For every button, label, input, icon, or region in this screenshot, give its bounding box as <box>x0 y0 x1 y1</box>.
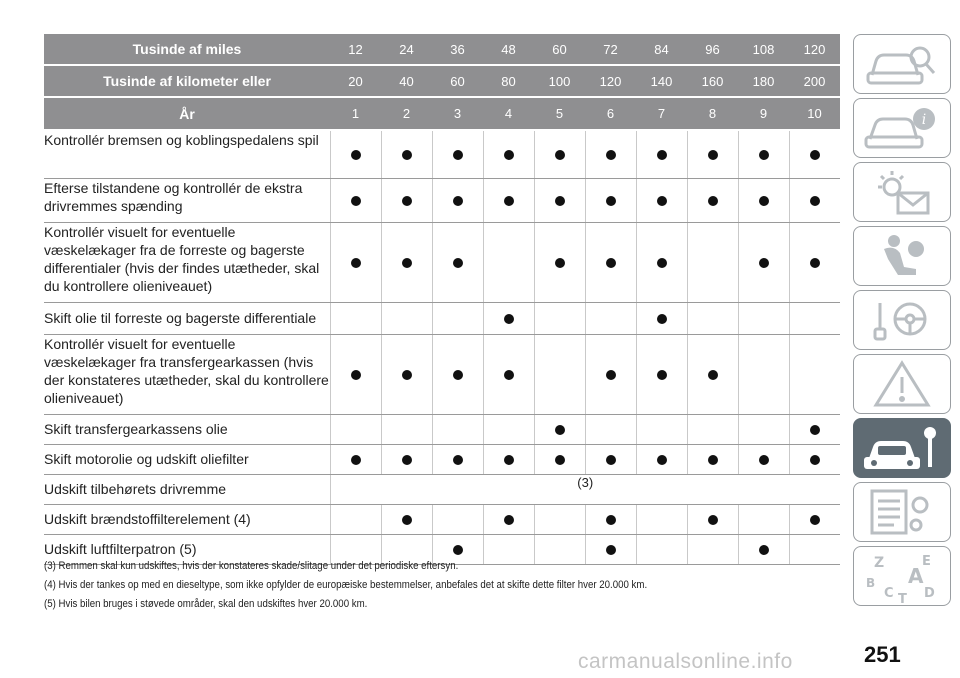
service-dot-icon <box>810 258 820 268</box>
miles-cell: 48 <box>483 34 534 65</box>
tab-car-search[interactable] <box>853 34 951 94</box>
schedule-cell <box>585 130 636 178</box>
schedule-cell <box>534 130 585 178</box>
schedule-cell <box>636 178 687 222</box>
service-dot-icon <box>708 370 718 380</box>
km-cell: 140 <box>636 65 687 97</box>
schedule-cell <box>636 302 687 334</box>
tab-car-info[interactable] <box>853 98 951 158</box>
service-dot-icon <box>504 314 514 324</box>
service-dot-icon <box>657 258 667 268</box>
schedule-cell <box>534 334 585 414</box>
service-dot-icon <box>453 196 463 206</box>
schedule-cell <box>381 444 432 474</box>
car-wrench-icon <box>854 419 950 477</box>
schedule-cell <box>687 130 738 178</box>
svg-text:i: i <box>921 112 927 128</box>
year-cell: 2 <box>381 97 432 130</box>
footnote: (4) Hvis der tankes op med en dieseltype, som ikke opfylder de europæiske bestemmelser, anbefales det at skifte dette filter hver 20.000 km. <box>44 579 648 591</box>
footnote: (5) Hvis bilen bruges i støvede områder, skal den udskiftes hver 20.000 km. <box>44 598 368 610</box>
schedule-cell <box>585 444 636 474</box>
service-dot-icon <box>657 455 667 465</box>
service-dot-icon <box>504 196 514 206</box>
schedule-cell <box>381 130 432 178</box>
service-dot-icon <box>402 515 412 525</box>
service-dot-icon <box>351 258 361 268</box>
header-row-miles <box>44 34 840 65</box>
alphabet-index-icon <box>854 547 950 605</box>
schedule-cell <box>636 414 687 444</box>
km-cell: 80 <box>483 65 534 97</box>
km-cell: 20 <box>330 65 381 97</box>
schedule-cell <box>687 414 738 444</box>
schedule-cell <box>483 302 534 334</box>
row-label: Skift olie til forreste og bagerste differentiale <box>44 302 330 334</box>
schedule-cell <box>789 504 840 534</box>
schedule-cell <box>534 504 585 534</box>
schedule-cell <box>789 334 840 414</box>
service-dot-icon <box>759 455 769 465</box>
schedule-cell <box>381 222 432 302</box>
schedule-cell <box>381 504 432 534</box>
service-dot-icon <box>402 196 412 206</box>
service-dot-icon <box>657 196 667 206</box>
svg-text:A: A <box>908 564 924 588</box>
year-cell: 4 <box>483 97 534 130</box>
tab-alphabet-index[interactable] <box>853 546 951 606</box>
service-dot-icon <box>708 515 718 525</box>
schedule-cell <box>483 504 534 534</box>
schedule-cell <box>483 444 534 474</box>
schedule-cell <box>585 414 636 444</box>
year-cell: 9 <box>738 97 789 130</box>
service-dot-icon <box>759 196 769 206</box>
schedule-cell <box>585 334 636 414</box>
seat-airbag-icon <box>854 227 950 285</box>
schedule-cell <box>687 504 738 534</box>
service-dot-icon <box>351 196 361 206</box>
table-row <box>44 222 840 302</box>
service-dot-icon <box>453 258 463 268</box>
miles-cell: 12 <box>330 34 381 65</box>
year-cell: 1 <box>330 97 381 130</box>
service-dot-icon <box>606 196 616 206</box>
service-dot-icon <box>657 370 667 380</box>
schedule-cell <box>330 504 381 534</box>
tab-warning-lights[interactable] <box>853 162 951 222</box>
schedule-cell <box>483 178 534 222</box>
table-row <box>44 130 840 178</box>
service-dot-icon <box>708 455 718 465</box>
schedule-cell <box>585 222 636 302</box>
warning-lights-mail-icon <box>854 163 950 221</box>
service-dot-icon <box>810 455 820 465</box>
header-row-km <box>44 65 840 97</box>
row-label: Kontrollér visuelt for eventuelle væskelækager fra de forreste og bagerste differentialer (hvis der findes utætheder, skal du kontrollere olieniveauet) <box>44 222 330 302</box>
miles-cell: 84 <box>636 34 687 65</box>
row-label: Udskift brændstoffilterelement (4) <box>44 504 330 534</box>
schedule-cell <box>738 302 789 334</box>
steering-wheel-key-icon <box>854 291 950 349</box>
year-cell: 3 <box>432 97 483 130</box>
service-dot-icon <box>351 455 361 465</box>
schedule-cell <box>483 414 534 444</box>
schedule-cell <box>789 130 840 178</box>
year-cell: 7 <box>636 97 687 130</box>
schedule-cell <box>381 334 432 414</box>
miles-cell: 108 <box>738 34 789 65</box>
table-row <box>44 444 840 474</box>
service-dot-icon <box>351 150 361 160</box>
schedule-cell <box>330 444 381 474</box>
km-cell: 60 <box>432 65 483 97</box>
service-dot-icon <box>402 455 412 465</box>
km-cell: 40 <box>381 65 432 97</box>
service-dot-icon <box>708 196 718 206</box>
svg-text:D: D <box>924 586 935 601</box>
service-dot-icon <box>402 258 412 268</box>
table-row <box>44 178 840 222</box>
schedule-cell <box>534 444 585 474</box>
row-label: Udskift luftfilterpatron (5) <box>44 534 330 564</box>
watermark: carmanualsonline.info <box>578 650 793 673</box>
miles-cell: 72 <box>585 34 636 65</box>
miles-cell: 24 <box>381 34 432 65</box>
service-dot-icon <box>759 545 769 555</box>
schedule-cell <box>432 504 483 534</box>
schedule-cell <box>687 302 738 334</box>
car-info-icon <box>854 99 950 157</box>
schedule-cell <box>789 302 840 334</box>
table-row <box>44 334 840 414</box>
service-dot-icon <box>708 150 718 160</box>
page-number: 251 <box>864 642 901 667</box>
table-row <box>44 504 840 534</box>
table-row <box>44 302 840 334</box>
warning-triangle-icon <box>854 355 950 413</box>
service-dot-icon <box>402 150 412 160</box>
svg-text:Z: Z <box>874 555 885 571</box>
schedule-cell <box>432 414 483 444</box>
svg-text:C: C <box>884 586 894 601</box>
schedule-cell <box>738 414 789 444</box>
footnotes <box>44 557 748 614</box>
schedule-cell <box>483 222 534 302</box>
row-label: Kontrollér bremsen og koblingspedalens spil <box>44 130 330 178</box>
schedule-cell <box>381 178 432 222</box>
service-dot-icon <box>351 370 361 380</box>
service-dot-icon <box>759 150 769 160</box>
tab-seat-airbag[interactable] <box>853 226 951 286</box>
service-dot-icon <box>402 370 412 380</box>
service-dot-icon <box>555 455 565 465</box>
service-dot-icon <box>504 370 514 380</box>
footnote: (3) Remmen skal kun udskiftes, hvis der konstateres skade/slitage under det periodiske eftersyn. <box>44 560 459 572</box>
row-label: Kontrollér visuelt for eventuelle væskelækager fra transfergearkassen (hvis der konstateres utætheder, skal du kontrollere olieniveauet) <box>44 334 330 414</box>
schedule-cell <box>330 222 381 302</box>
schedule-cell <box>789 534 840 564</box>
service-dot-icon <box>810 425 820 435</box>
schedule-cell <box>636 130 687 178</box>
footnote-reference: (3) <box>330 474 840 504</box>
service-dot-icon <box>504 150 514 160</box>
service-dot-icon <box>810 515 820 525</box>
schedule-cell <box>381 414 432 444</box>
schedule-cell <box>330 414 381 444</box>
schedule-cell <box>738 334 789 414</box>
km-cell: 200 <box>789 65 840 97</box>
schedule-cell <box>789 222 840 302</box>
car-search-icon <box>854 35 950 93</box>
schedule-cell <box>432 178 483 222</box>
years-label: År <box>44 97 330 130</box>
chapter-tabs <box>853 34 951 610</box>
row-label: Skift transfergearkassens olie <box>44 414 330 444</box>
service-dot-icon <box>657 150 667 160</box>
tab-steering-wheel[interactable] <box>853 290 951 350</box>
svg-text:B: B <box>866 576 876 590</box>
schedule-cell <box>636 504 687 534</box>
schedule-cell <box>432 334 483 414</box>
table-row <box>44 414 840 444</box>
schedule-cell <box>432 130 483 178</box>
schedule-cell <box>330 334 381 414</box>
service-dot-icon <box>606 258 616 268</box>
row-label: Udskift tilbehørets drivremme <box>44 474 330 504</box>
schedule-cell <box>636 222 687 302</box>
service-dot-icon <box>555 425 565 435</box>
schedule-cell <box>738 178 789 222</box>
schedule-cell <box>636 334 687 414</box>
service-dot-icon <box>504 455 514 465</box>
row-label: Efterse tilstandene og kontrollér de ekstra drivremmes spænding <box>44 178 330 222</box>
schedule-cell <box>687 444 738 474</box>
schedule-cell <box>636 444 687 474</box>
schedule-cell <box>738 444 789 474</box>
service-dot-icon <box>504 515 514 525</box>
tab-technical-specs[interactable] <box>853 482 951 542</box>
service-dot-icon <box>555 258 565 268</box>
schedule-cell <box>534 414 585 444</box>
service-dot-icon <box>606 455 616 465</box>
service-dot-icon <box>657 314 667 324</box>
year-cell: 6 <box>585 97 636 130</box>
year-cell: 5 <box>534 97 585 130</box>
service-dot-icon <box>759 258 769 268</box>
service-dot-icon <box>453 370 463 380</box>
schedule-cell <box>534 178 585 222</box>
schedule-cell <box>789 444 840 474</box>
service-dot-icon <box>453 150 463 160</box>
schedule-cell <box>687 178 738 222</box>
tab-warning-triangle[interactable] <box>853 354 951 414</box>
schedule-cell <box>687 334 738 414</box>
miles-label: Tusinde af miles <box>44 34 330 65</box>
schedule-cell <box>483 334 534 414</box>
year-cell: 8 <box>687 97 738 130</box>
km-cell: 100 <box>534 65 585 97</box>
km-cell: 120 <box>585 65 636 97</box>
schedule-cell <box>432 444 483 474</box>
table-body <box>44 130 840 564</box>
service-dot-icon <box>606 370 616 380</box>
schedule-cell <box>534 222 585 302</box>
schedule-cell <box>432 222 483 302</box>
spec-list-gears-icon <box>854 483 950 541</box>
service-dot-icon <box>810 150 820 160</box>
row-label: Skift motorolie og udskift oliefilter <box>44 444 330 474</box>
schedule-cell <box>534 302 585 334</box>
schedule-cell <box>330 302 381 334</box>
schedule-cell <box>738 130 789 178</box>
miles-cell: 96 <box>687 34 738 65</box>
schedule-cell <box>789 414 840 444</box>
km-cell: 160 <box>687 65 738 97</box>
schedule-cell <box>585 178 636 222</box>
svg-text:T: T <box>898 592 907 605</box>
service-dot-icon <box>606 545 616 555</box>
service-dot-icon <box>810 196 820 206</box>
maintenance-schedule-table <box>44 34 840 565</box>
year-cell: 10 <box>789 97 840 130</box>
service-dot-icon <box>555 196 565 206</box>
service-dot-icon <box>606 515 616 525</box>
service-dot-icon <box>453 455 463 465</box>
miles-cell: 60 <box>534 34 585 65</box>
svg-text:E: E <box>922 554 931 569</box>
service-dot-icon <box>555 150 565 160</box>
schedule-cell <box>738 222 789 302</box>
service-dot-icon <box>453 545 463 555</box>
header-row-years <box>44 97 840 130</box>
km-cell: 180 <box>738 65 789 97</box>
miles-cell: 120 <box>789 34 840 65</box>
schedule-cell <box>330 130 381 178</box>
schedule-cell <box>789 178 840 222</box>
table-row <box>44 474 840 504</box>
schedule-cell <box>687 222 738 302</box>
schedule-cell <box>330 178 381 222</box>
schedule-cell <box>483 130 534 178</box>
miles-cell: 36 <box>432 34 483 65</box>
schedule-cell <box>585 504 636 534</box>
km-label: Tusinde af kilometer eller <box>44 65 330 97</box>
tab-car-maintenance[interactable] <box>853 418 951 478</box>
schedule-cell <box>381 302 432 334</box>
schedule-cell <box>432 302 483 334</box>
service-dot-icon <box>606 150 616 160</box>
schedule-cell <box>585 302 636 334</box>
schedule-cell <box>738 504 789 534</box>
